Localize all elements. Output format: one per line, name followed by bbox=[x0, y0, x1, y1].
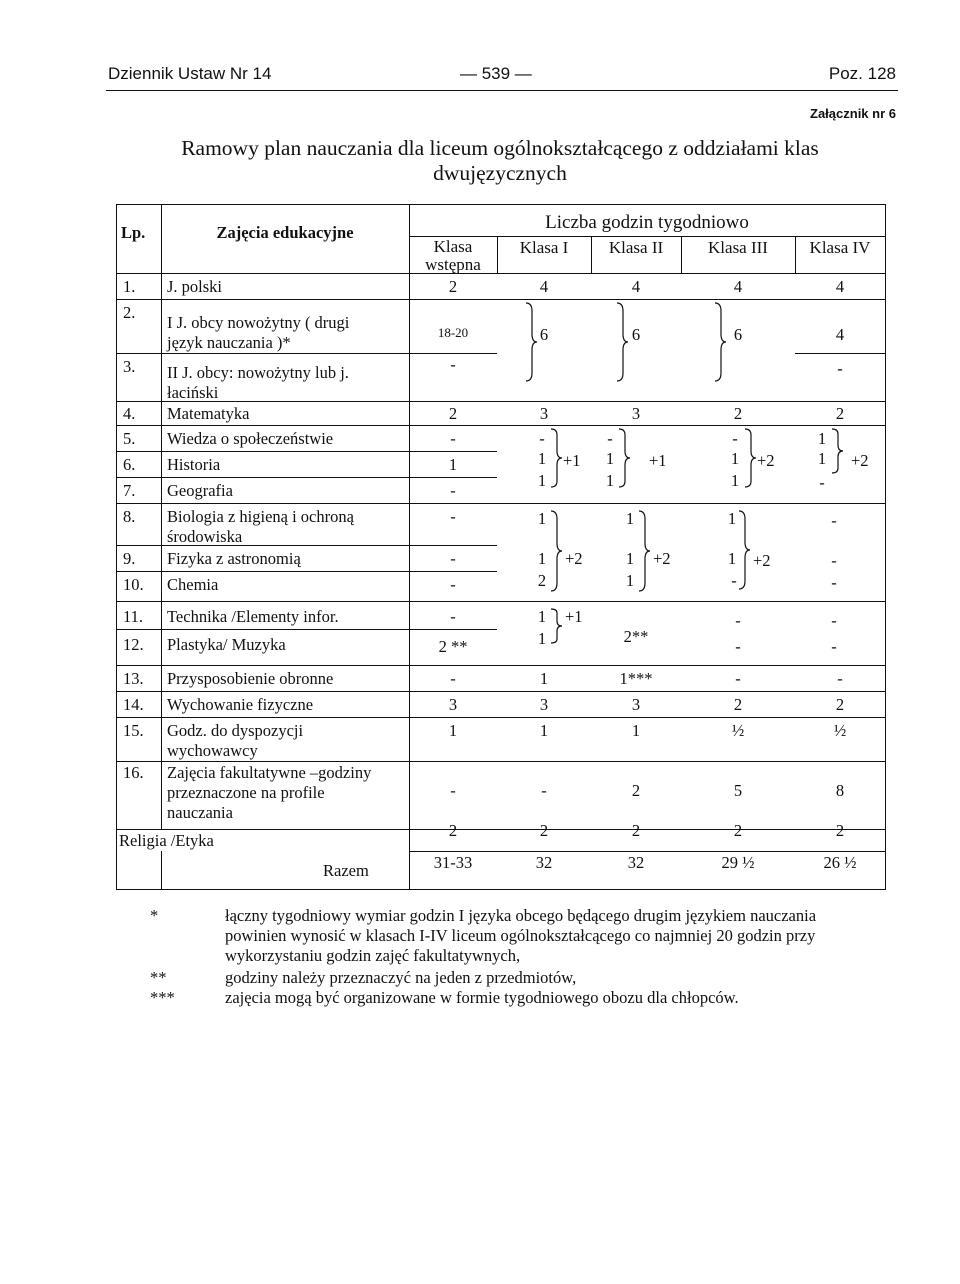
hours-cell: - bbox=[539, 429, 545, 448]
hours-cell: 1 bbox=[539, 669, 549, 688]
hours-cell: 1 bbox=[537, 607, 547, 626]
curly-bracket bbox=[743, 427, 757, 489]
hours-cell: 4 bbox=[733, 277, 743, 296]
subject-name: Matematyka bbox=[167, 404, 250, 423]
hours-cell: ½ bbox=[731, 721, 745, 740]
header-rule bbox=[106, 90, 898, 91]
curly-bracket bbox=[549, 509, 563, 593]
document-title: Ramowy plan nauczania dla liceum ogólnokształcącego z oddziałami klas dwujęzycznych bbox=[181, 136, 819, 185]
column-rule bbox=[497, 236, 498, 273]
hours-cell: - bbox=[735, 637, 741, 656]
bracket-sum: +1 bbox=[565, 607, 583, 626]
row-rule bbox=[117, 761, 885, 762]
bracket-sum: +2 bbox=[851, 451, 869, 470]
row-rule bbox=[117, 299, 885, 300]
hours-cell: 18-20 bbox=[437, 325, 469, 340]
curly-bracket bbox=[615, 301, 629, 383]
hours-cell: 2 bbox=[835, 821, 845, 840]
hours-cell: 6 bbox=[539, 325, 549, 344]
subject-name: Wychowanie fizyczne bbox=[167, 695, 314, 714]
row-rule bbox=[117, 571, 497, 572]
hours-cell: 2** bbox=[623, 627, 649, 646]
row-rule bbox=[117, 451, 497, 452]
hours-cell: 4 bbox=[835, 325, 845, 344]
hours-cell: 2 bbox=[631, 821, 641, 840]
bracket-sum: +1 bbox=[563, 451, 581, 470]
row-number: 7. bbox=[123, 481, 136, 500]
footnote-symbol: ** bbox=[150, 968, 167, 987]
hours-cell: 1 bbox=[448, 721, 458, 740]
total-cell: 31-33 bbox=[433, 853, 473, 872]
column-rule bbox=[795, 236, 796, 273]
hours-cell: 1 bbox=[727, 549, 737, 568]
row-rule bbox=[117, 829, 885, 830]
row-rule bbox=[117, 717, 885, 718]
footnote-text: godziny należy przeznaczyć na jeden z przedmiotów, bbox=[225, 968, 577, 987]
bracket-sum: +2 bbox=[757, 451, 775, 470]
hours-cell: - bbox=[831, 573, 837, 592]
total-label: Razem bbox=[323, 861, 369, 880]
hours-cell: 2 bbox=[733, 695, 743, 714]
hours-cell: - bbox=[450, 607, 456, 626]
hours-cell: - bbox=[819, 473, 825, 492]
hours-cell: - bbox=[450, 481, 456, 500]
header-subject: Zajęcia edukacyjne bbox=[216, 223, 354, 242]
hours-cell: 1 bbox=[817, 429, 827, 448]
subject-name: Fizyka z astronomią bbox=[167, 549, 301, 568]
row-rule bbox=[117, 691, 885, 692]
column-rule bbox=[681, 236, 682, 273]
hours-cell: - bbox=[731, 571, 737, 590]
hours-cell: 1 bbox=[539, 721, 549, 740]
total-cell: 32 bbox=[627, 853, 645, 872]
hours-cell: - bbox=[837, 359, 843, 378]
position-number: Poz. 128 bbox=[828, 64, 896, 83]
hours-cell: - bbox=[450, 549, 456, 568]
row-number: 3. bbox=[123, 357, 136, 376]
row-rule bbox=[117, 601, 885, 602]
bracket-sum: +1 bbox=[649, 451, 667, 470]
curly-bracket bbox=[830, 427, 844, 475]
curly-bracket bbox=[549, 607, 563, 645]
subject-name: Biologia z higieną i ochroną środowiska bbox=[167, 507, 354, 546]
column-rule bbox=[409, 205, 410, 889]
hours-cell: - bbox=[837, 669, 843, 688]
header-class-1: Klasa I bbox=[519, 238, 569, 257]
hours-cell: 2 ** bbox=[438, 637, 468, 656]
hours-cell: - bbox=[450, 575, 456, 594]
row-number: 2. bbox=[123, 303, 136, 322]
bracket-sum: +2 bbox=[753, 551, 771, 570]
hours-cell: 1 bbox=[727, 509, 737, 528]
subject-name: J. polski bbox=[167, 277, 223, 296]
row-number: 14. bbox=[123, 695, 144, 714]
row-rule bbox=[117, 273, 885, 274]
header-class-0: Klasa wstępna bbox=[425, 237, 481, 274]
row-rule bbox=[117, 665, 885, 666]
subject-name: Technika /Elementy infor. bbox=[167, 607, 339, 626]
row-number: 12. bbox=[123, 635, 144, 654]
hours-cell: 1 bbox=[730, 449, 740, 468]
hours-cell: 2 bbox=[733, 821, 743, 840]
row-number: 6. bbox=[123, 455, 136, 474]
footnote-symbol: * bbox=[150, 906, 159, 925]
hours-cell: 2 bbox=[448, 277, 458, 296]
curly-bracket bbox=[713, 301, 727, 383]
subject-name: I J. obcy nowożytny ( drugi język nauczania )* bbox=[167, 313, 350, 352]
hours-cell: - bbox=[607, 429, 613, 448]
hours-cell: - bbox=[450, 429, 456, 448]
attachment-label: Załącznik nr 6 bbox=[810, 106, 896, 121]
curly-bracket bbox=[637, 509, 651, 593]
hours-cell: 2 bbox=[448, 821, 458, 840]
hours-cell: - bbox=[831, 511, 837, 530]
hours-cell: 1 bbox=[631, 721, 641, 740]
hours-cell: - bbox=[450, 507, 456, 526]
hours-cell: 3 bbox=[631, 404, 641, 423]
hours-cell: 1 bbox=[537, 549, 547, 568]
hours-cell: 1 bbox=[817, 449, 827, 468]
hours-cell: 1 bbox=[730, 471, 740, 490]
header-class-2: Klasa II bbox=[608, 238, 664, 257]
hours-cell: 2 bbox=[835, 404, 845, 423]
hours-cell: 2 bbox=[448, 404, 458, 423]
hours-cell: 6 bbox=[733, 325, 743, 344]
hours-cell: ½ bbox=[833, 721, 847, 740]
subject-name: Plastyka/ Muzyka bbox=[167, 635, 286, 654]
header-class-4: Klasa IV bbox=[809, 238, 871, 257]
hours-cell: - bbox=[732, 429, 738, 448]
hours-cell: 1 bbox=[448, 455, 458, 474]
subject-name: Geografia bbox=[167, 481, 233, 500]
total-cell: 32 bbox=[535, 853, 553, 872]
row-number: 8. bbox=[123, 507, 136, 526]
hours-cell: 4 bbox=[539, 277, 549, 296]
subject-name: Godz. do dyspozycji wychowawcy bbox=[167, 721, 304, 760]
hours-cell: - bbox=[831, 551, 837, 570]
curly-bracket bbox=[737, 509, 751, 591]
hours-cell: - bbox=[450, 355, 456, 374]
curriculum-table bbox=[116, 204, 886, 890]
header-lp: Lp. bbox=[121, 223, 146, 242]
column-rule bbox=[161, 851, 162, 889]
bracket-sum: +2 bbox=[565, 549, 583, 568]
hours-cell: 1 bbox=[625, 509, 635, 528]
hours-cell: 3 bbox=[448, 695, 458, 714]
footnote-symbol: *** bbox=[150, 988, 175, 1007]
column-rule bbox=[161, 205, 162, 829]
hours-cell: 2 bbox=[835, 695, 845, 714]
hours-cell: 4 bbox=[631, 277, 641, 296]
hours-cell: 1 bbox=[537, 471, 547, 490]
row-rule bbox=[409, 236, 885, 237]
subject-name: Zajęcia fakultatywne –godziny przeznaczone na profile nauczania bbox=[167, 763, 372, 822]
curly-bracket bbox=[617, 427, 631, 489]
hours-cell: 6 bbox=[631, 325, 641, 344]
hours-cell: 1*** bbox=[619, 669, 653, 688]
hours-cell: 3 bbox=[631, 695, 641, 714]
hours-cell: - bbox=[831, 611, 837, 630]
hours-cell: - bbox=[450, 781, 456, 800]
row-rule bbox=[117, 353, 497, 354]
hours-cell: 1 bbox=[625, 549, 635, 568]
total-cell: 26 ½ bbox=[823, 853, 857, 872]
hours-cell: 1 bbox=[605, 471, 615, 490]
footnote-text: łączny tygodniowy wymiar godzin I języka obcego będącego drugim językiem nauczania powinien wynosić w klasach I-IV liceum ogólnokształcącego co najmniej 20 godzin przy wykorzystaniu godzin zajęć fakultatywnych, bbox=[225, 906, 817, 965]
hours-cell: - bbox=[735, 611, 741, 630]
hours-cell: - bbox=[450, 669, 456, 688]
subject-name: Chemia bbox=[167, 575, 219, 594]
hours-cell: - bbox=[541, 781, 547, 800]
row-number: 13. bbox=[123, 669, 144, 688]
header-hours-per-week: Liczba godzin tygodniowo bbox=[545, 212, 749, 233]
row-rule bbox=[795, 353, 885, 354]
row-number: 15. bbox=[123, 721, 144, 740]
row-rule bbox=[117, 629, 497, 630]
curly-bracket bbox=[524, 301, 538, 383]
subject-name: II J. obcy: nowożytny lub j. łaciński bbox=[167, 363, 349, 402]
total-cell: 29 ½ bbox=[721, 853, 755, 872]
row-rule bbox=[409, 851, 885, 852]
row-number: 9. bbox=[123, 549, 136, 568]
hours-cell: 1 bbox=[537, 629, 547, 648]
hours-cell: 2 bbox=[539, 821, 549, 840]
subject-name: Wiedza o społeczeństwie bbox=[167, 429, 334, 448]
hours-cell: - bbox=[735, 669, 741, 688]
hours-cell: 4 bbox=[835, 277, 845, 296]
hours-cell: 5 bbox=[733, 781, 743, 800]
footnote-text: zajęcia mogą być organizowane w formie tygodniowego obozu dla chłopców. bbox=[225, 988, 739, 1007]
hours-cell: 2 bbox=[631, 781, 641, 800]
hours-cell: - bbox=[831, 637, 837, 656]
row-number: 16. bbox=[123, 763, 144, 782]
column-rule bbox=[591, 236, 592, 273]
curly-bracket bbox=[549, 427, 563, 489]
row-number: 11. bbox=[123, 607, 144, 626]
page-number: — 539 — bbox=[460, 64, 532, 83]
hours-cell: 3 bbox=[539, 404, 549, 423]
gazette-title: Dziennik Ustaw Nr 14 bbox=[108, 64, 272, 83]
header-class-3: Klasa III bbox=[708, 238, 768, 257]
row-number: 1. bbox=[123, 277, 136, 296]
row-number: 10. bbox=[123, 575, 144, 594]
hours-cell: 8 bbox=[835, 781, 845, 800]
row-rule bbox=[117, 503, 885, 504]
subject-name: Religia /Etyka bbox=[119, 831, 214, 850]
row-number: 5. bbox=[123, 429, 136, 448]
hours-cell: 1 bbox=[537, 449, 547, 468]
subject-name: Przysposobienie obronne bbox=[167, 669, 334, 688]
hours-cell: 1 bbox=[625, 571, 635, 590]
bracket-sum: +2 bbox=[653, 549, 671, 568]
hours-cell: 2 bbox=[733, 404, 743, 423]
hours-cell: 2 bbox=[537, 571, 547, 590]
hours-cell: 3 bbox=[539, 695, 549, 714]
hours-cell: 1 bbox=[605, 449, 615, 468]
row-rule bbox=[117, 477, 497, 478]
row-rule bbox=[117, 425, 885, 426]
hours-cell: 1 bbox=[537, 509, 547, 528]
subject-name: Historia bbox=[167, 455, 221, 474]
row-number: 4. bbox=[123, 404, 136, 423]
